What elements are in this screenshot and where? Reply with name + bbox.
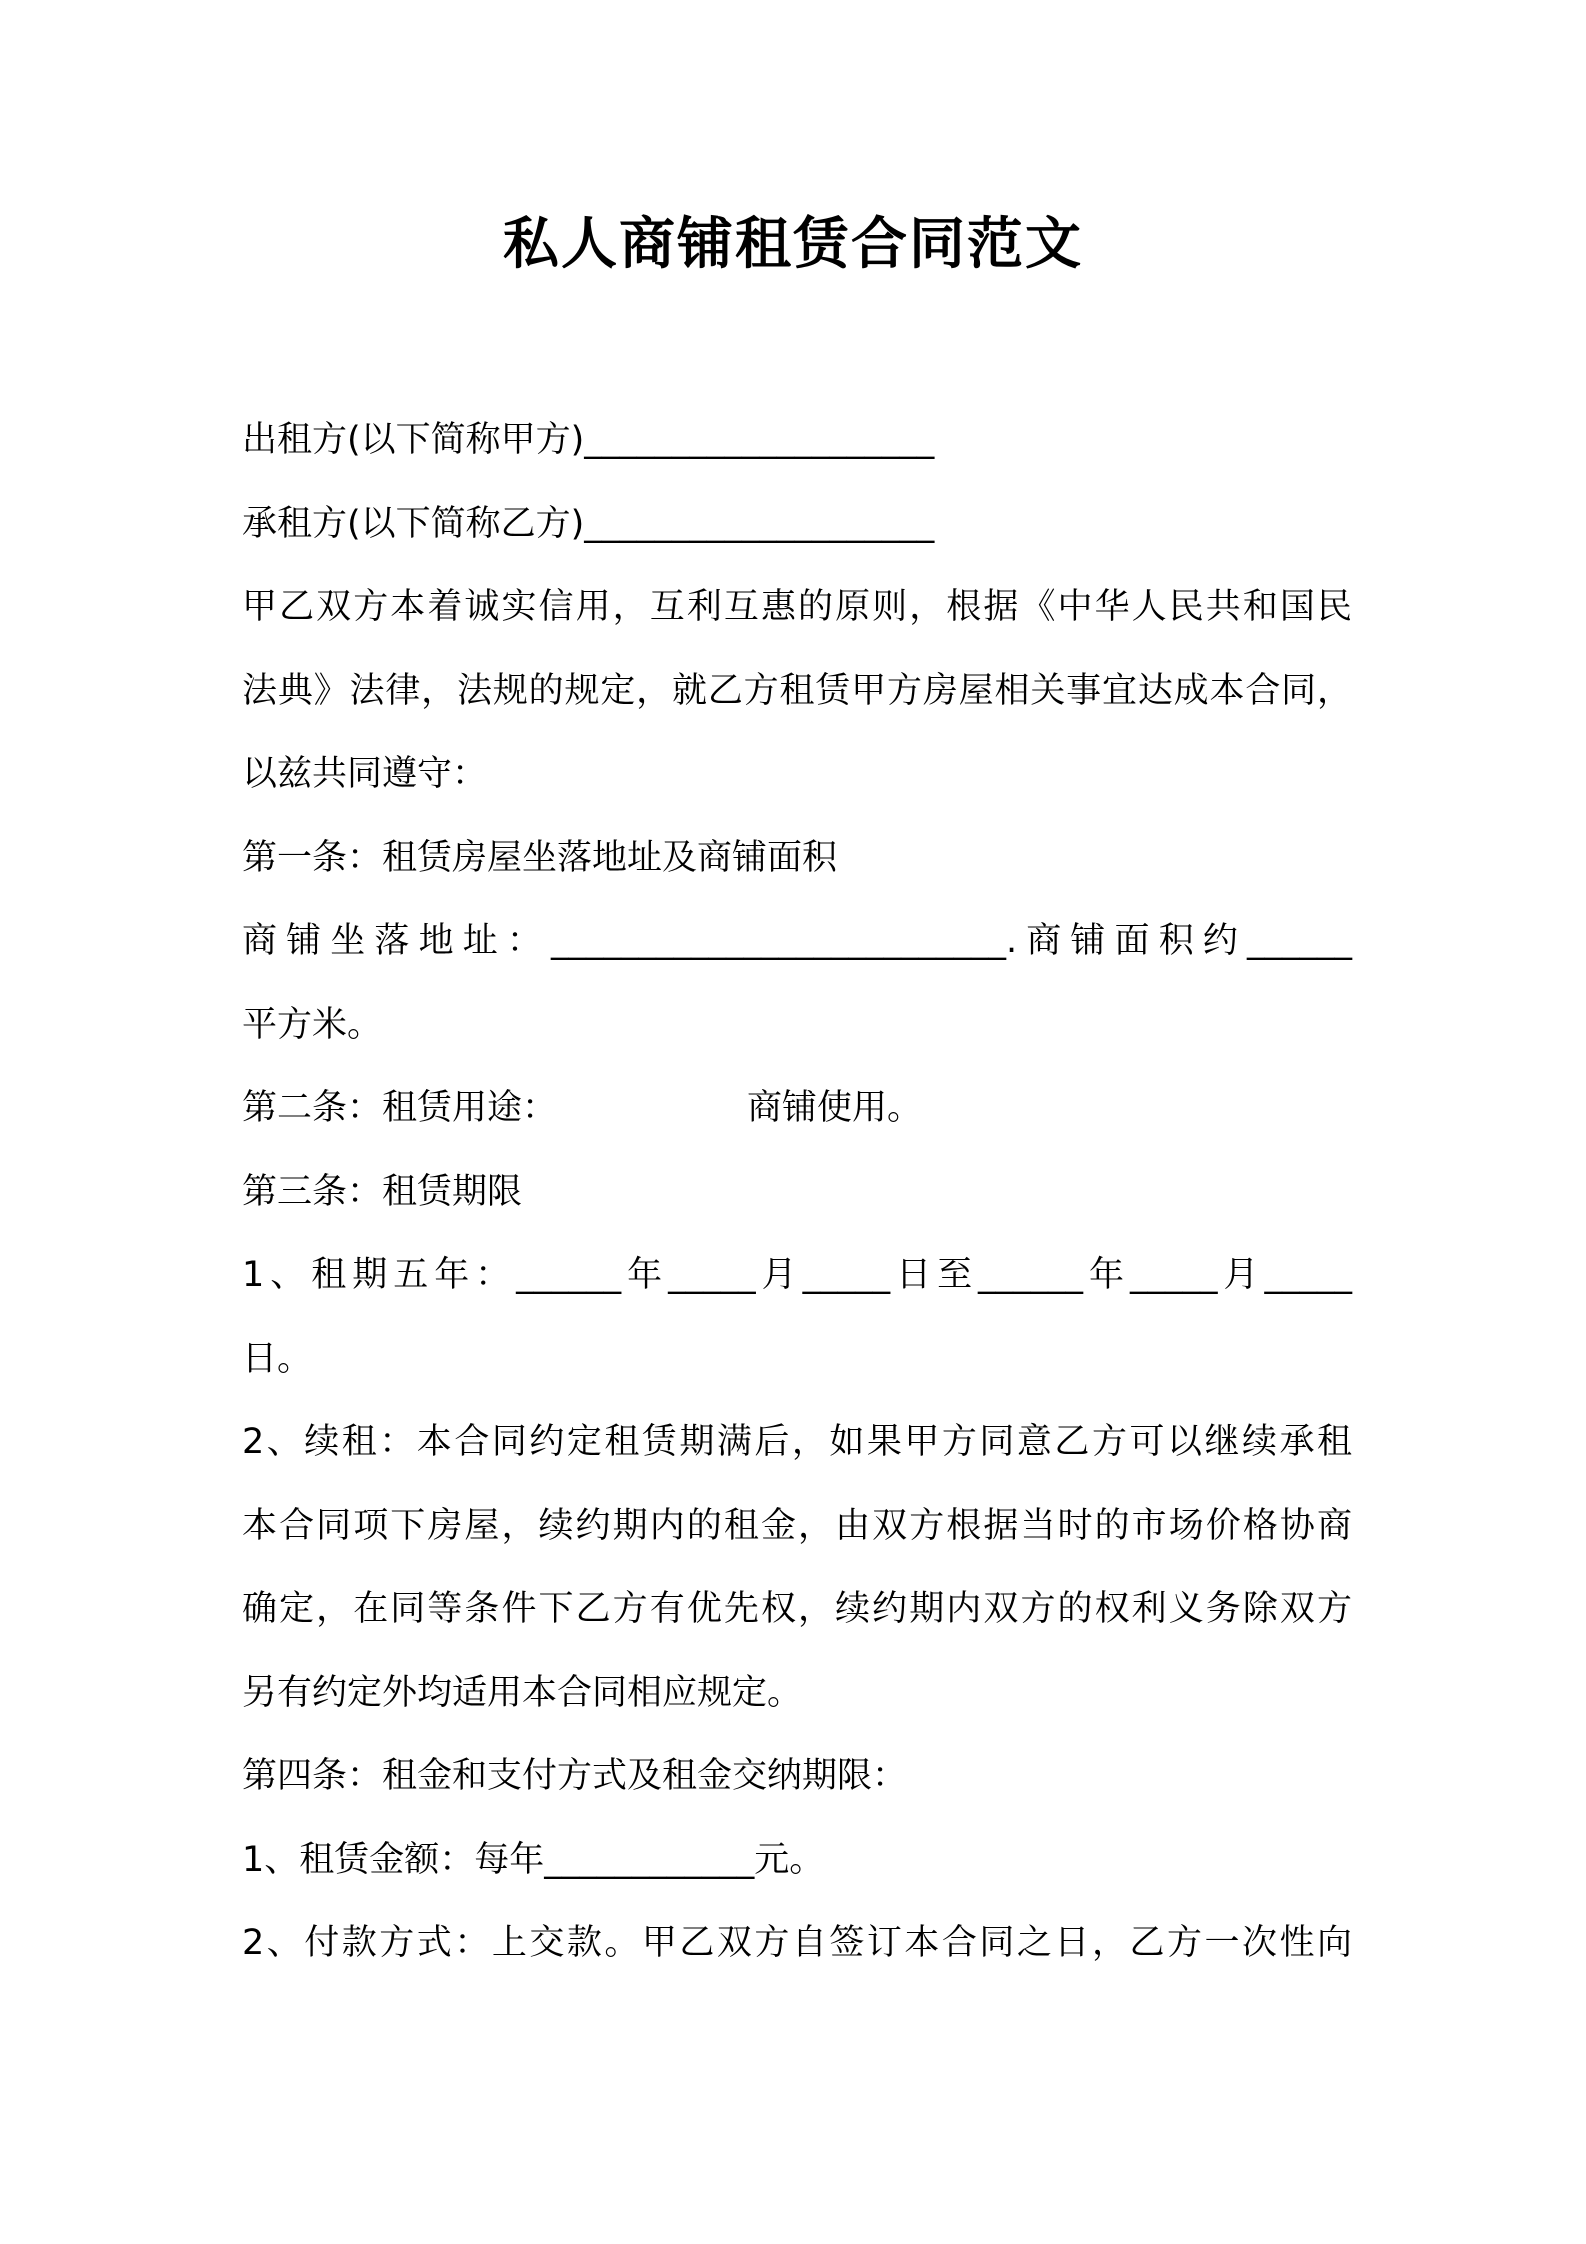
shop-address-line: 商铺坐落地址：__________________________.商铺面积约______: [242, 921, 1352, 961]
lease-term-line: 1、租期五年：______年_____月_____日至______年_____月_____: [242, 1255, 1352, 1295]
shop-area-unit-line: 平方米。: [242, 1004, 383, 1045]
lease-term-end-line: 日。: [242, 1338, 313, 1379]
article-4-heading: 第四条：租金和支付方式及租金交纳期限：: [242, 1756, 908, 1796]
preamble-line-3: 以兹共同遵守：: [242, 754, 488, 794]
rent-amount-line: 1、租赁金额：每年____________元。: [242, 1839, 825, 1880]
document-title: 私人商铺租赁合同范文: [503, 212, 1083, 277]
payment-method-line: 2、付款方式：上交款。甲乙双方自签订本合同之日，乙方一次性向: [242, 1923, 1352, 1963]
renewal-line-1: 2、续租：本合同约定租赁期满后，如果甲方同意乙方可以继续承租: [242, 1422, 1352, 1462]
document-body: [242, 399, 1352, 1986]
lessor-line: 出租方(以下简称甲方)____________________: [242, 420, 935, 460]
article-3-heading: 第三条：租赁期限: [242, 1171, 523, 1212]
lessee-line: 承租方(以下简称乙方)____________________: [242, 503, 935, 544]
preamble-line-1: 甲乙双方本着诚实信用，互利互惠的原则，根据《中华人民共和国民: [242, 587, 1352, 627]
renewal-line-3: 确定，在同等条件下乙方有优先权，续约期内双方的权利义务除双方: [242, 1589, 1352, 1629]
renewal-line-2: 本合同项下房屋，续约期内的租金，由双方根据当时的市场价格协商: [242, 1505, 1352, 1546]
preamble-line-2: 法典》法律，法规的规定，就乙方租赁甲方房屋相关事宜达成本合同，: [242, 670, 1352, 711]
article-2-value: 商铺使用。: [747, 1088, 923, 1128]
article-2-line: [242, 1067, 1352, 1151]
article-1-heading: 第一条：租赁房屋坐落地址及商铺面积: [242, 837, 838, 878]
renewal-line-4: 另有约定外均适用本合同相应规定。: [242, 1672, 803, 1713]
article-2-label: 第二条：租赁用途：: [242, 1088, 558, 1128]
